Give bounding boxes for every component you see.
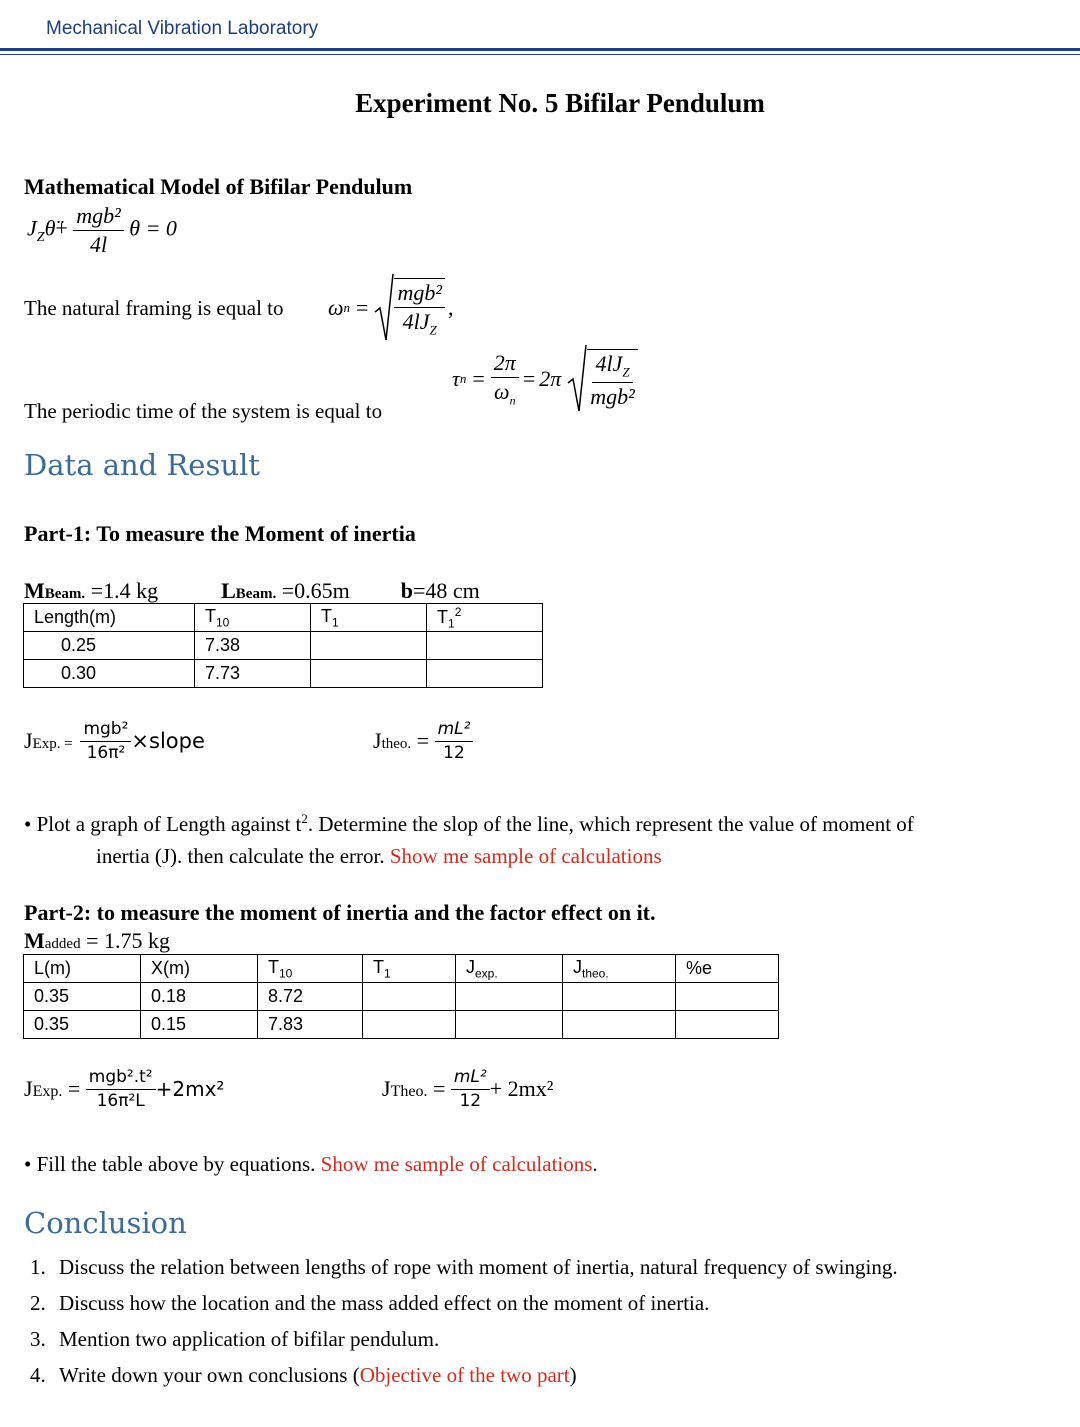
jtheo-formula-part1 xyxy=(373,720,473,762)
tau-fraction xyxy=(491,351,519,408)
th-jtheo: $J_{theo.}$ xyxy=(563,955,676,983)
th-error: %e xyxy=(676,955,779,983)
fill-table-text: Fill the table above by equations. xyxy=(36,1152,321,1176)
part1-heading: Part-1: To measure the Moment of inertia xyxy=(24,521,416,546)
jexp-fraction xyxy=(80,720,131,762)
eq-num: mgb² xyxy=(73,204,123,231)
sqrt-sign-icon xyxy=(567,343,587,415)
tau-root-num: 4lJ xyxy=(595,351,623,377)
item4-red: Objective of the two part xyxy=(359,1363,570,1387)
cell-t1-squared xyxy=(427,632,543,660)
jtheo2-fraction xyxy=(451,1068,490,1110)
jexp2-sub: Exp. xyxy=(32,1083,63,1101)
jtheo-eq: = xyxy=(411,728,435,754)
page-title: Experiment No. 5 Bifilar Pendulum xyxy=(355,88,765,118)
l-beam-label: L xyxy=(221,578,236,603)
table-row xyxy=(24,632,543,660)
th-t10: $T_{10}$ xyxy=(258,955,363,983)
part2-instruction: • Fill the table above by equations. Show me sample of calculations. xyxy=(24,1152,598,1176)
jexp-label: J xyxy=(24,728,33,754)
model-heading: Mathematical Model of Bifilar Pendulum xyxy=(24,174,413,199)
tau-sub: n xyxy=(459,371,467,386)
part1-parameters xyxy=(24,578,480,604)
th-length: Length(m) xyxy=(24,604,195,632)
conclusion-heading: Conclusion xyxy=(24,1206,187,1240)
sqrt-sign-icon xyxy=(374,272,394,344)
table-header-row xyxy=(24,955,779,983)
list-item: 2. Discuss how the location and the mass added effect on the moment of inertia. xyxy=(51,1285,898,1321)
eq-tail: θ = 0 xyxy=(129,215,177,241)
omega-equation: ω n = $\frac{\text{mgb²}}{4lJ_Z}$ , xyxy=(328,272,453,344)
list-item: 1. Discuss the relation between lengths of rope with moment of inertia, natural frequency of swinging. xyxy=(51,1249,898,1285)
data-result-heading: Data and Result xyxy=(24,448,260,482)
tau-equation: τ n = $\frac{2\pi}{\omega_n}$ = 2π $\frac{4lJ_Z}{\text{mgb²}}$ xyxy=(452,343,638,415)
jtheo2-tail: + 2mx² xyxy=(489,1076,554,1102)
th-l: L(m) xyxy=(24,955,141,983)
jtheo-label: J xyxy=(373,728,382,754)
tau-root-fraction xyxy=(587,349,637,409)
list-item: 3. Mention two application of bifilar pendulum. xyxy=(51,1321,898,1357)
b-value: =48 cm xyxy=(413,578,480,603)
tau-coeff: 2π xyxy=(539,366,562,391)
tau-frac-den: ω xyxy=(494,378,510,404)
omega-sub: n xyxy=(343,300,351,315)
jexp-eq: = xyxy=(60,736,77,753)
omega-num: mgb² xyxy=(394,281,444,308)
cell-length: 0.25 xyxy=(24,632,195,660)
l-beam-sub: Beam. xyxy=(235,586,277,602)
eq-j-sub: Z xyxy=(36,230,45,246)
cell-t10: 8.72 xyxy=(258,983,363,1011)
eq-j: J xyxy=(27,215,37,241)
jexp-formula-part2 xyxy=(24,1068,224,1110)
m-beam-sub: Beam. xyxy=(44,586,86,602)
m-added-label: M xyxy=(24,928,45,953)
th-t10: $T_{10}$ xyxy=(195,604,311,632)
bullet-text-a: Plot a graph of Length against t xyxy=(36,812,302,836)
th-jexp: $J_{exp.}$ xyxy=(456,955,563,983)
cell-jexp xyxy=(456,1011,563,1039)
tau-root-den: mgb² xyxy=(590,383,635,409)
bullet-text-b: . Determine the slop of the line, which represent the value of moment of xyxy=(307,812,914,836)
cell-t1 xyxy=(363,983,456,1011)
m-beam-label: M xyxy=(24,578,45,603)
conclusion-list xyxy=(0,1249,898,1393)
jexp-den: 16π² xyxy=(86,742,126,763)
jtheo-num: mL² xyxy=(435,720,474,742)
jexp2-den: 16π²L xyxy=(96,1090,145,1111)
natural-frequency-text: The natural framing is equal to xyxy=(24,296,284,320)
jexp-formula-part1 xyxy=(24,720,205,762)
bullet-text-c: inertia (J). then calculate the error. xyxy=(96,844,390,868)
bullet-sup: 2 xyxy=(301,811,308,826)
omega-den: 4lJ xyxy=(402,309,430,335)
cell-jtheo xyxy=(563,1011,676,1039)
jexp2-num: mgb².t² xyxy=(86,1068,156,1090)
cell-jtheo xyxy=(563,983,676,1011)
header-rule-thin xyxy=(0,54,1080,55)
eq-fraction xyxy=(73,204,123,257)
lab-header: Mechanical Vibration Laboratory xyxy=(46,18,319,39)
list-item xyxy=(51,1357,898,1393)
cell-l: 0.35 xyxy=(24,1011,141,1039)
cell-t1 xyxy=(311,632,427,660)
eq-den: 4l xyxy=(89,232,108,258)
omega-symbol: ω xyxy=(328,295,344,320)
m-beam-value: =1.4 kg xyxy=(85,578,159,603)
tau-root-num-sub: Z xyxy=(622,364,630,380)
fill-table-end: . xyxy=(592,1152,598,1176)
part1-table xyxy=(23,603,543,688)
table-row xyxy=(24,660,543,688)
cell-error xyxy=(676,1011,779,1039)
jexp2-fraction xyxy=(86,1068,156,1110)
tau-frac-den-sub: n xyxy=(509,393,516,408)
b-label: b xyxy=(400,578,413,603)
l-beam-value: =0.65m xyxy=(276,578,350,603)
jtheo2-eq: = xyxy=(427,1076,451,1102)
jtheo-sub: theo. xyxy=(381,736,412,753)
eq-theta: θ̈ xyxy=(44,215,56,241)
jtheo2-label: J xyxy=(382,1076,391,1102)
tau-frac-num: 2π xyxy=(491,351,519,378)
jtheo2-num: mL² xyxy=(451,1068,490,1090)
m-added-value: = 1.75 kg xyxy=(80,928,171,953)
table-row xyxy=(24,1011,779,1039)
cell-t1-squared xyxy=(427,660,543,688)
jexp2-label: J xyxy=(24,1076,33,1102)
eq-plus: + xyxy=(55,215,68,241)
part2-table xyxy=(23,954,779,1039)
th-x: X(m) xyxy=(141,955,258,983)
item4-end: ) xyxy=(569,1363,577,1387)
tau-symbol: τ xyxy=(452,366,460,391)
table-header-row xyxy=(24,604,543,632)
cell-t1 xyxy=(363,1011,456,1039)
part1-instruction: • Plot a graph of Length against $t^2$. Determine the slop of the line, which represent the value of moment of inertia (J). then calculate the error. Show me sample of calculations xyxy=(24,811,914,868)
cell-t10: 7.38 xyxy=(195,632,311,660)
cell-x: 0.18 xyxy=(141,983,258,1011)
header-rule xyxy=(0,48,1080,51)
jexp2-eq: = xyxy=(62,1076,86,1102)
th-t1: $T_1$ xyxy=(363,955,456,983)
jtheo-fraction xyxy=(435,720,474,762)
jtheo-formula-part2 xyxy=(382,1068,553,1110)
sample-calculations-link: Show me sample of calculations xyxy=(320,1152,593,1176)
jtheo2-sub: Theo. xyxy=(390,1083,428,1101)
item4-text: Write down your own conclusions ( xyxy=(59,1363,360,1387)
jtheo2-den: 12 xyxy=(459,1090,482,1111)
th-t1-squared: $T_1^2$ xyxy=(427,604,543,632)
sample-calculations-link: Show me sample of calculations xyxy=(389,844,662,868)
th-t1: $T_1$ xyxy=(311,604,427,632)
cell-t1 xyxy=(311,660,427,688)
omega-fraction xyxy=(394,278,444,338)
cell-error xyxy=(676,983,779,1011)
jexp-tail: ×slope xyxy=(131,729,205,754)
m-added-sub: added xyxy=(44,936,81,952)
part2-mass xyxy=(24,928,170,954)
cell-l: 0.35 xyxy=(24,983,141,1011)
omega-den-sub: Z xyxy=(429,322,437,338)
jexp-sub: Exp. xyxy=(32,736,61,753)
jexp2-tail: +2mx² xyxy=(155,1077,225,1102)
cell-length: 0.30 xyxy=(24,660,195,688)
periodic-time-text: The periodic time of the system is equal to xyxy=(24,399,383,423)
jexp-num: mgb² xyxy=(80,720,131,742)
equation-of-motion xyxy=(27,204,177,257)
cell-t10: 7.73 xyxy=(195,660,311,688)
table-row xyxy=(24,983,779,1011)
cell-t10: 7.83 xyxy=(258,1011,363,1039)
cell-jexp xyxy=(456,983,563,1011)
part2-heading: Part-2: to measure the moment of inertia and the factor effect on it. xyxy=(24,900,656,925)
cell-x: 0.15 xyxy=(141,1011,258,1039)
jtheo-den: 12 xyxy=(443,742,465,763)
